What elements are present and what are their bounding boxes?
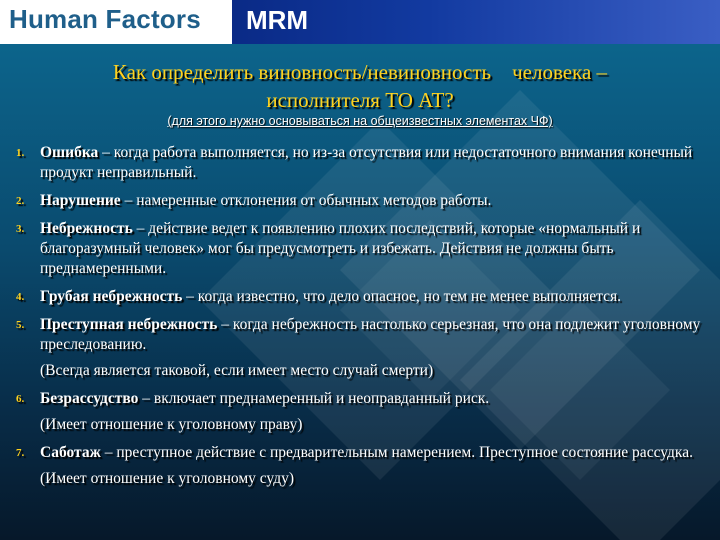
item-text: – преступное действие с предварительным намерением. Преступное состояние рассудка. bbox=[100, 444, 693, 461]
slide-header bbox=[0, 0, 720, 44]
list-item bbox=[16, 287, 706, 307]
item-term: Преступная небрежность bbox=[40, 316, 218, 333]
item-number: 3. bbox=[16, 223, 25, 235]
slide-subtitle: (для этого нужно основываться на общеизвестных элементах ЧФ) bbox=[167, 114, 553, 128]
item-number: 6. bbox=[16, 393, 25, 405]
list-item bbox=[16, 315, 706, 355]
item-text: – намеренные отклонения от обычных методов работы. bbox=[120, 192, 492, 209]
list-item bbox=[16, 443, 706, 463]
item-text: – когда известно, что дело опасное, но тем не менее выполняется. bbox=[182, 288, 622, 305]
item-text: – когда небрежность настолько серьезная, что она подлежит уголовному преследованию. bbox=[40, 316, 701, 353]
item-number: 4. bbox=[16, 291, 25, 303]
item-term: Ошибка bbox=[40, 144, 99, 161]
item-term: Безрассудство bbox=[40, 390, 139, 407]
item-text: – действие ведет к появлению плохих последствий, которые «нормальный и благоразумный человек» мог бы предусмотреть и избежать. Действия не должны быть преднамеренными. bbox=[40, 220, 641, 277]
item-term: Грубая небрежность bbox=[40, 288, 183, 305]
list-item bbox=[16, 389, 706, 409]
brand-panel bbox=[0, 0, 232, 44]
list-item bbox=[16, 219, 706, 279]
item-term: Небрежность bbox=[40, 220, 133, 237]
slide-title bbox=[20, 58, 700, 114]
brand-logo-text: Human Factors bbox=[9, 4, 201, 34]
definitions-list bbox=[16, 143, 706, 497]
title-line-2: исполнителя ТО АТ? bbox=[266, 88, 454, 112]
item-number: 2. bbox=[16, 195, 25, 207]
item-number: 1. bbox=[16, 147, 25, 159]
section-label: MRM bbox=[246, 5, 309, 35]
item-text: – когда работа выполняется, но из-за отсутствия или недостаточного внимания конечный продукт неправильный. bbox=[40, 144, 693, 181]
item-term: Саботаж bbox=[40, 444, 101, 461]
item-number: 7. bbox=[16, 447, 25, 459]
item-text: – включает преднамеренный и неоправданный риск. bbox=[138, 390, 490, 407]
item-term: Нарушение bbox=[40, 192, 121, 209]
item-note: (Имеет отношение к уголовному праву) bbox=[40, 416, 303, 433]
item-number: 5. bbox=[16, 319, 25, 331]
item-note: (Всегда является таковой, если имеет место случай смерти) bbox=[40, 362, 434, 379]
list-item bbox=[16, 191, 706, 211]
title-line-1: Как определить виновность/невиновность человека – bbox=[112, 60, 608, 84]
item-note: (Имеет отношение к уголовному суду) bbox=[40, 470, 295, 487]
section-panel bbox=[232, 0, 720, 44]
list-item bbox=[16, 143, 706, 183]
